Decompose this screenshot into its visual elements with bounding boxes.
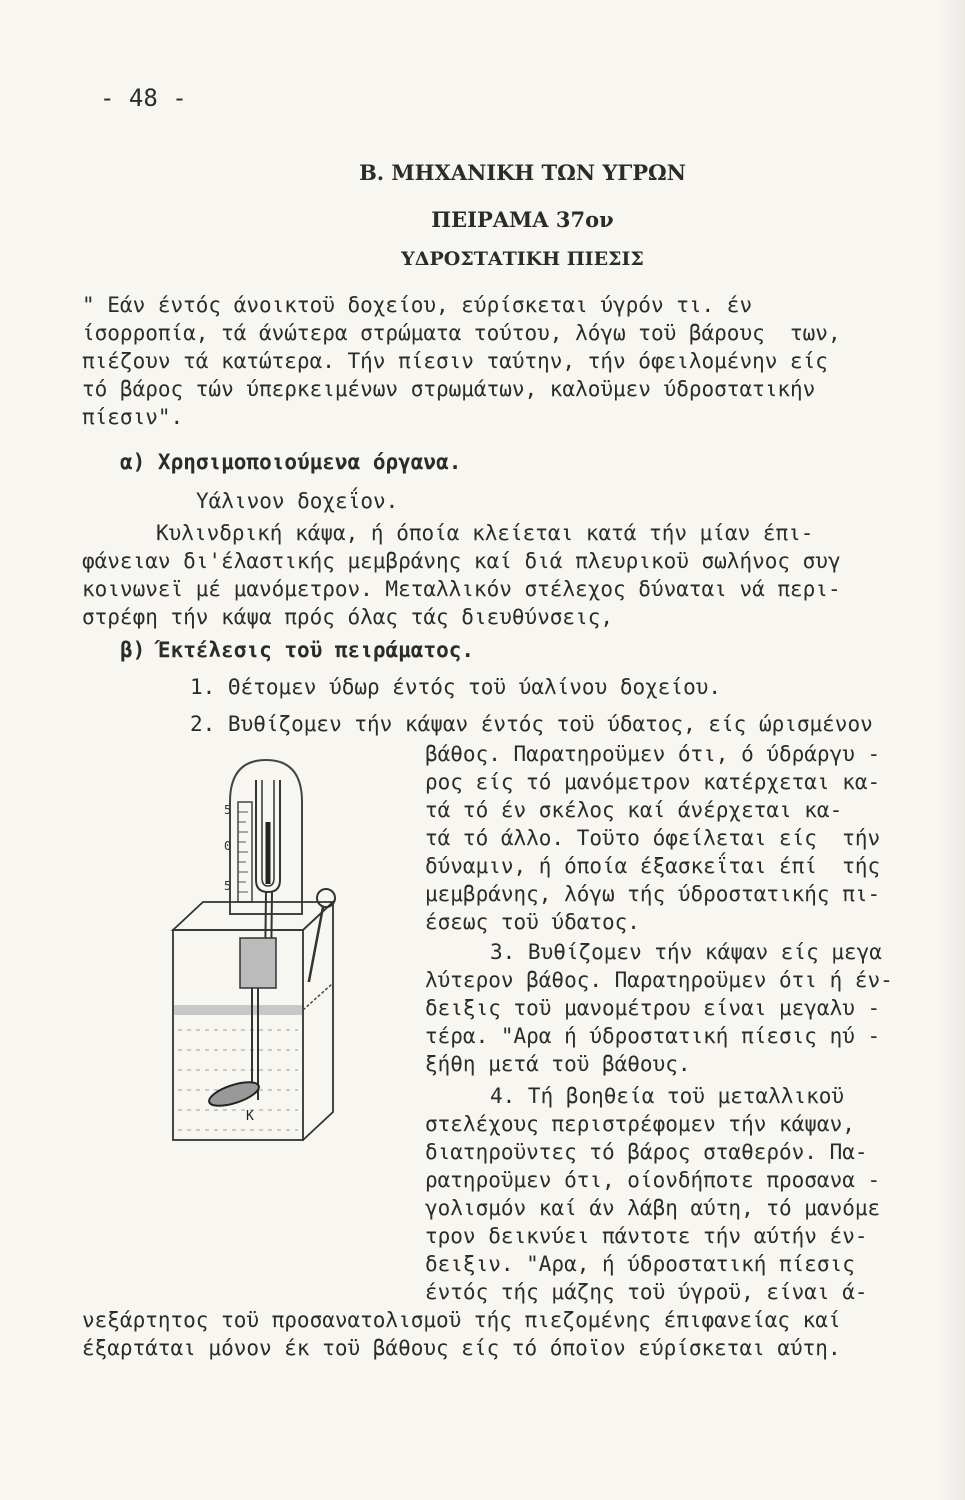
step-3-line: 3. Βυθίζομεν τήν κάψαν είς μεγα [490, 940, 882, 964]
step-4-line: γολισμόν καί άν λάβη αύτη, τό μανόμε [425, 1196, 881, 1220]
definition-line: πίεσιν". [82, 405, 184, 429]
water-surface [174, 1005, 302, 1015]
equipment-line: στρέφη τήν κάψα πρός όλας τάς διευθύνσεις, [82, 605, 614, 629]
step-4-line: στελέχους περιστρέφομεν τήν κάψαν, [425, 1112, 855, 1136]
step-2-line: μεμβράνης, λόγω τής ύδροστατικής πι- [425, 882, 881, 906]
section-b-title: β) Έκτέλεσις τοϋ πειράματος. [120, 638, 475, 662]
step-4-line: ρατηροϋμεν ότι, οίονδήποτε προσανα - [425, 1168, 881, 1192]
step-2-line: τά τό έν σκέλος καί άνέρχεται κα- [425, 798, 843, 822]
step-4-line: δειξιν. "Αρα, ή ύδροστατική πίεσις [425, 1252, 855, 1276]
page-number: - 48 - [100, 84, 187, 112]
topic-heading: ΥΔΡΟΣΤΑΤΙΚΗ ΠΙΕΣΙΣ [401, 248, 644, 270]
scale-label: 5 [224, 879, 232, 893]
definition-line: ίσορροπία, τά άνώτερα στρώματα τούτου, λόγω τοϋ βάρους των, [82, 321, 841, 345]
vessel-front [173, 930, 303, 1140]
step-2-line: ρος είς τό μανόμετρον κατέρχεται κα- [425, 770, 881, 794]
equipment-line: Υάλινον δοχεΐον. [196, 489, 399, 513]
glass-vessel-illustration [168, 880, 368, 1150]
capsule [206, 1077, 261, 1110]
step-4-line: έντός τής μάζης τοϋ ύγροϋ, είναι ά- [425, 1280, 868, 1304]
vessel-top [173, 902, 333, 930]
equipment-line: φάνειαν δι'έλαστικής μεμβράνης καί διά πλευρικοϋ σωλήνος συγ [82, 549, 841, 573]
water-body [178, 1030, 298, 1130]
step-2-line: δύναμιν, ή όποία έξασκεΐται έπί τής [425, 854, 881, 878]
step-3-line: ξήθη μετά τοϋ βάθους. [425, 1052, 691, 1076]
vessel-side [303, 902, 333, 1140]
scale-label: 0 [224, 839, 232, 853]
experiment-heading: ΠΕΙΡΑΜΑ 37ον [431, 207, 614, 232]
step-3-line: τέρα. "Αρα ή ύδροστατική πίεσις ηύ - [425, 1024, 881, 1048]
scan-edge-shadow [937, 0, 965, 1500]
step-4-line: νεξάρτητος τοϋ προσανατολισμοϋ τής πιεζομένης έπιφανείας καί [82, 1308, 841, 1332]
definition-line: τό βάρος τών ύπερκειμένων στρωμάτων, καλοϋμεν ύδροστατικήν [82, 377, 816, 401]
step-3-line: δειξις τοϋ μανομέτρου είναι μεγαλυ - [425, 996, 881, 1020]
step-2-line: τά τό άλλο. Τοϋτο όφείλεται είς τήν [425, 826, 881, 850]
step-3-line: λύτερον βάθος. Παρατηροϋμεν ότι ή έν- [425, 968, 893, 992]
step-4-line: 4. Τή βοηθεία τοϋ μεταλλικοϋ [490, 1084, 845, 1108]
step-2-line: βάθος. Παρατηροϋμεν ότι, ό ύδράργυ - [425, 742, 881, 766]
clamp-block [240, 938, 276, 988]
section-a-title: α) Χρησιμοποιούμενα όργανα. [120, 450, 462, 474]
equipment-line: Κυλινδρική κάψα, ή όποία κλείεται κατά τήν μίαν έπι- [156, 521, 814, 545]
section-heading: Β. ΜΗΧΑΝΙΚΗ ΤΩΝ ΥΓΡΩΝ [359, 160, 686, 185]
water-surface-side [303, 984, 332, 1010]
step-4-line: έξαρτάται μόνον έκ τοϋ βάθους είς τό όποϊον εύρίσκεται αύτη. [82, 1336, 841, 1360]
step-4-line: διατηροϋντες τό βάρος σταθερόν. Πα- [425, 1140, 868, 1164]
scale-label: 5 [224, 803, 232, 817]
step-2: 2. Βυθίζομεν τήν κάψαν έντός τοϋ ύδατος, είς ώρισμένον [190, 712, 873, 736]
definition-line: πιέζουν τά κατώτερα. Τήν πίεσιν ταύτην, τήν όφειλομένην είς [82, 349, 828, 373]
step-4-line: τρον δεικνύει πάντοτε τήν αύτήν έν- [425, 1224, 868, 1248]
step-2-line: έσεως τοϋ ύδατος. [425, 910, 640, 934]
capsule-label: K [246, 1109, 254, 1124]
equipment-line: κοινωνεϊ μέ μανόμετρον. Μεταλλικόν στέλεχος δύναται νά περι- [82, 577, 841, 601]
step-1: 1. Θέτομεν ύδωρ έντός τοϋ ύαλίνου δοχείου. [190, 675, 722, 699]
definition-line: " Εάν έντός άνοικτοϋ δοχείου, εύρίσκεται ύγρόν τι. έν [82, 293, 753, 317]
